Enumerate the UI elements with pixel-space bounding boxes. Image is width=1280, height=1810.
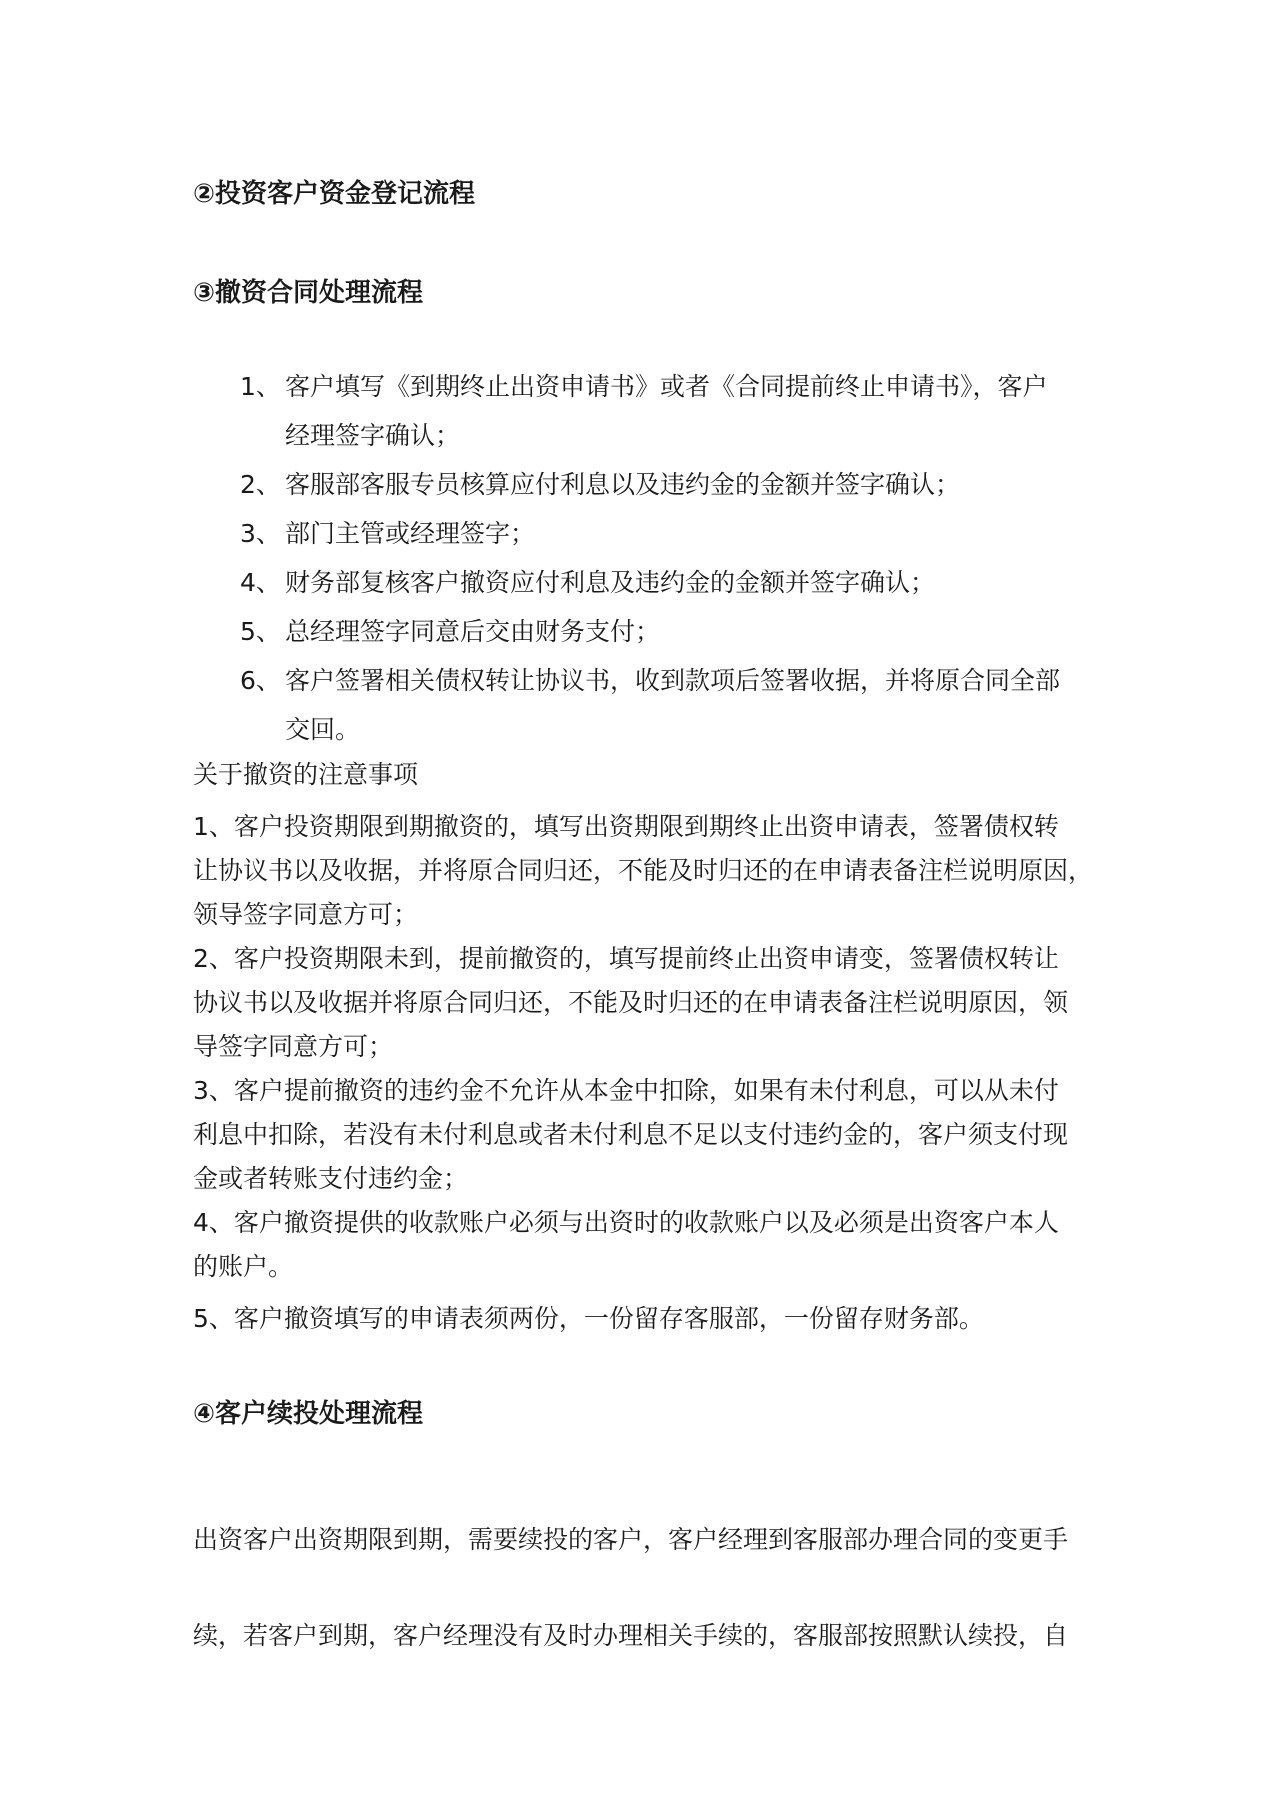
note-line: 让协议书以及收据，并将原合同归还，不能及时归还的在申请表备注栏说明原因， [193,856,1094,885]
step-text-line: 客服部客服专员核算应付利息以及违约金的金额并签字确认； [285,470,961,499]
paragraph-line: 出资客户出资期限到期，需要续投的客户，客户经理到客服部办理合同的变更手 [193,1525,1069,1554]
step-text-line: 经理签字确认； [285,421,461,450]
note-line: 协议书以及收据并将原合同归还，不能及时归还的在申请表备注栏说明原因，领 [193,988,1069,1017]
paragraph-line: 续，若客户到期，客户经理没有及时办理相关手续的，客服部按照默认续投，自 [193,1621,1069,1650]
list-item [240,509,1100,558]
note-line: 3、客户提前撤资的违约金不允许从本金中扣除，如果有未付利息，可以从未付 [193,1076,1059,1105]
list-item [240,558,1100,607]
step-number: 6、 [240,666,281,695]
list-item [240,607,1100,656]
note-line: 导签字同意方可； [193,1032,394,1061]
step-text-line: 客户填写《到期终止出资申请书》或者《合同提前终止申请书》，客户 [285,372,1048,401]
step-number: 5、 [240,617,281,646]
note-line: 金或者转账支付违约金； [193,1164,469,1193]
step-number: 3、 [240,519,281,548]
step-number: 4、 [240,568,281,597]
step-text-line: 客户签署相关债权转让协议书，收到款项后签署收据，并将原合同全部 [285,666,1061,695]
step-text-line: 部门主管或经理签字； [285,519,536,548]
step-text-line: 总经理签字同意后交由财务支付； [285,617,661,646]
list-item [240,656,1100,754]
withdrawal-steps-list [240,362,1100,754]
notes-item-3 [193,1069,1098,1201]
note-line: 2、客户投资期限未到，提前撤资的，填写提前终止出资申请变，签署债权转让 [193,944,1059,973]
notes-item-4 [193,1201,1098,1289]
notes-item-5 [193,1297,1098,1341]
note-line: 的账户。 [193,1252,294,1281]
notes-item-2 [193,937,1098,1069]
note-line: 领导签字同意方可； [193,900,419,929]
notes-item-1 [193,805,1098,937]
step-text-line: 交回。 [285,715,361,744]
list-item [240,362,1100,460]
step-number: 1、 [240,372,281,401]
section-title-withdrawal-process: ③撤资合同处理流程 [193,278,424,308]
note-line: 4、客户撤资提供的收款账户必须与出资时的收款账户以及必须是出资客户本人 [193,1208,1059,1237]
step-text-line: 财务部复核客户撤资应付利息及违约金的金额并签字确认； [285,568,936,597]
continuation-paragraph [193,1492,1098,1684]
step-number: 2、 [240,470,281,499]
list-item [240,460,1100,509]
note-line: 1、客户投资期限到期撤资的，填写出资期限到期终止出资申请表，签署债权转 [193,812,1059,841]
notes-title: 关于撤资的注意事项 [193,760,419,789]
note-line: 利息中扣除，若没有未付利息或者未付利息不足以支付违约金的，客户须支付现 [193,1120,1069,1149]
note-line: 5、客户撤资填写的申请表须两份，一份留存客服部，一份留存财务部。 [193,1304,984,1333]
section-title-fund-registration: ②投资客户资金登记流程 [193,179,476,209]
section-title-reinvestment-process: ④客户续投处理流程 [193,1399,424,1429]
